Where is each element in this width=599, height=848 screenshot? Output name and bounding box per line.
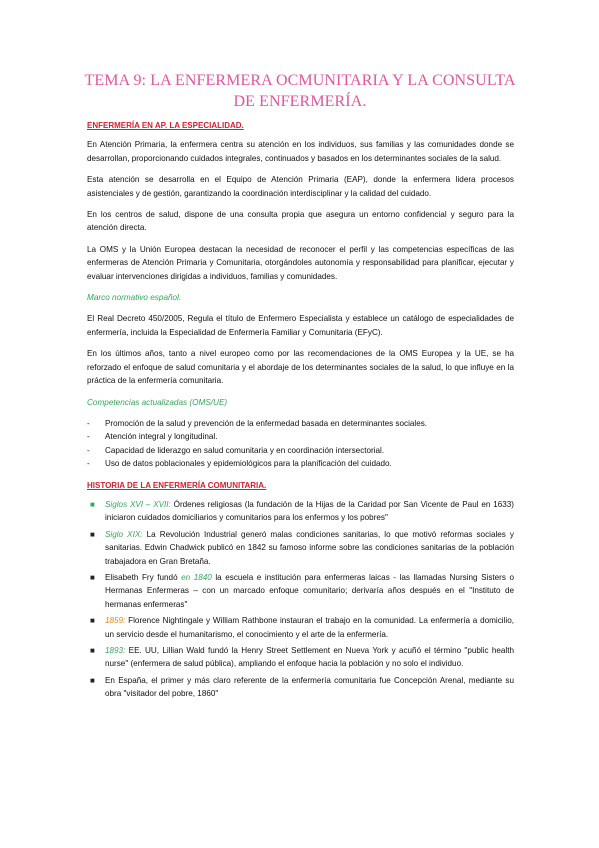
square-bullet-icon: ■ [90, 616, 95, 626]
list-item-text: En España, el primer y más claro referente de la enfermería comunitaria fue Concepción Arenal, mediante su obra "visitador del pobre, 1860" [105, 675, 514, 699]
list-item [87, 444, 514, 457]
subheading-competencias: Competencias actualizadas (OMS/UE) [87, 397, 228, 407]
list-item-text: EE. UU, Lillian Wald fundó la Henry Street Settlement en Nueva York y acuñó el término "public health nurse" (enfermera de salud pública), ampliando el enfoque hacia la población y no solo el individuo. [105, 646, 514, 669]
list-item-lead: 1893: [105, 646, 126, 655]
competencias-list [87, 417, 514, 471]
paragraph: En los últimos años, tanto a nivel europeo como por las recomendaciones de la OMS Europea y la UE, se ha reforzado el enfoque de salud comunitaria y el abordaje de los determinantes sociales de la salud, lo que influye en la práctica de la enfermería comunitaria. [87, 349, 514, 386]
list-item-text: Capacidad de liderazgo en salud comunitaria y en coordinación intersectorial. [105, 445, 385, 455]
title-line-1: TEMA 9: LA ENFERMERA OCMUNITARIA Y LA CONSULTA [84, 72, 516, 89]
paragraph: En Atención Primaria, la enfermera centra su atención en los individuos, sus familias y las comunidades donde se desarrollan, proporcionando cuidados integrales, continuados y basados en los determinantes sociales de la salud. [87, 140, 514, 163]
dash-icon: - [87, 459, 90, 469]
section-heading-historia: HISTORIA DE LA ENFERMERÍA COMUNITARIA. [87, 480, 267, 490]
section-heading-especialidad: ENFERMERÍA EN AP. LA ESPECIALIDAD. [87, 121, 244, 130]
square-bullet-icon: ■ [90, 529, 95, 539]
list-item [87, 498, 514, 525]
title-line-2: DE ENFERMERÍA. [233, 93, 367, 110]
list-item-text: Órdenes religiosas (la fundación de la Hijas de la Caridad por San Vicente de Paul en 1633) iniciaron cuidados domiciliarios y comunitarios para los enfermos y los pobres" [105, 499, 514, 523]
dash-icon: - [87, 432, 90, 442]
list-item [87, 417, 514, 430]
page-title [70, 70, 530, 112]
paragraph: La OMS y la Unión Europea destacan la necesidad de reconocer el perfil y las competencias específicas de las enfermeras de Atención Primaria y Comunitaria, otorgándoles autonomía y responsabilidad para planificar, ejecutar y evaluar intervenciones dirigidas a individuos, familias y comunidades. [87, 244, 514, 281]
list-item [87, 430, 514, 443]
paragraph: El Real Decreto 450/2005, Regula el título de Enfermero Especialista y establece un catálogo de especialidades de enfermería, incluida la Especialidad de Enfermería Familiar y Comunitaria (EFyC). [87, 314, 514, 337]
list-item-text: Atención integral y longitudinal. [105, 432, 218, 442]
list-item-text: Florence Nightingale y William Rathbone instauran el trabajo en la comunidad. La enfermería a domicilio, un servicio desde el humanitarismo, el conocimiento y el arte de la enfermería. [105, 616, 514, 639]
list-item-text: la escuela e institución para enfermeras laicas - las llamadas Nursing Sisters o Hermanas Enfermeras – con un marcado enfoque comunitario; derivaría años después en el "Instituto de hermanas enfermeras" [105, 572, 514, 609]
subheading-marco-normativo: Marco normativo español. [87, 293, 182, 303]
list-item-lead: 1859: [105, 616, 126, 626]
list-item-lead: Siglo XIX: [105, 529, 143, 539]
list-item-pre: Elisabeth Fry fundó [105, 572, 182, 582]
list-item [87, 528, 514, 568]
square-bullet-icon: ■ [90, 572, 95, 582]
list-item [87, 644, 514, 671]
list-item [87, 571, 514, 611]
list-item-text: La Revolución Industrial generó malas condiciones sanitarias, lo que motivó reformas sociales y sanitarias. Edwin Chadwick publicó en 1842 su famoso informe sobre las condiciones sanitarias de la población trabajadora en Gran Bretaña. [105, 529, 514, 566]
list-item [87, 457, 514, 470]
list-item [87, 614, 514, 641]
list-item-text: Uso de datos poblacionales y epidemiológicos para la planificación del cuidado. [105, 459, 392, 469]
paragraph: En los centros de salud, dispone de una consulta propia que asegura un entorno confidencial y seguro para la atención directa. [87, 210, 514, 233]
square-bullet-icon: ■ [90, 499, 95, 509]
list-item [87, 674, 514, 701]
square-bullet-icon: ■ [90, 675, 95, 685]
dash-icon: - [87, 445, 90, 455]
square-bullet-icon: ■ [90, 646, 95, 655]
historia-list [87, 498, 514, 701]
list-item-lead: Siglos XVI – XVII: [105, 499, 171, 509]
list-item-text: Promoción de la salud y prevención de la enfermedad basada en determinantes sociales. [105, 418, 428, 428]
list-item-lead: en 1840 [181, 572, 212, 582]
document-body [87, 119, 514, 704]
paragraph: Esta atención se desarrolla en el Equipo de Atención Primaria (EAP), donde la enfermera lidera procesos asistenciales y de gestión, garantizando la coordinación interdisciplinar y la calidad del cuidado. [87, 175, 514, 198]
dash-icon: - [87, 418, 90, 428]
